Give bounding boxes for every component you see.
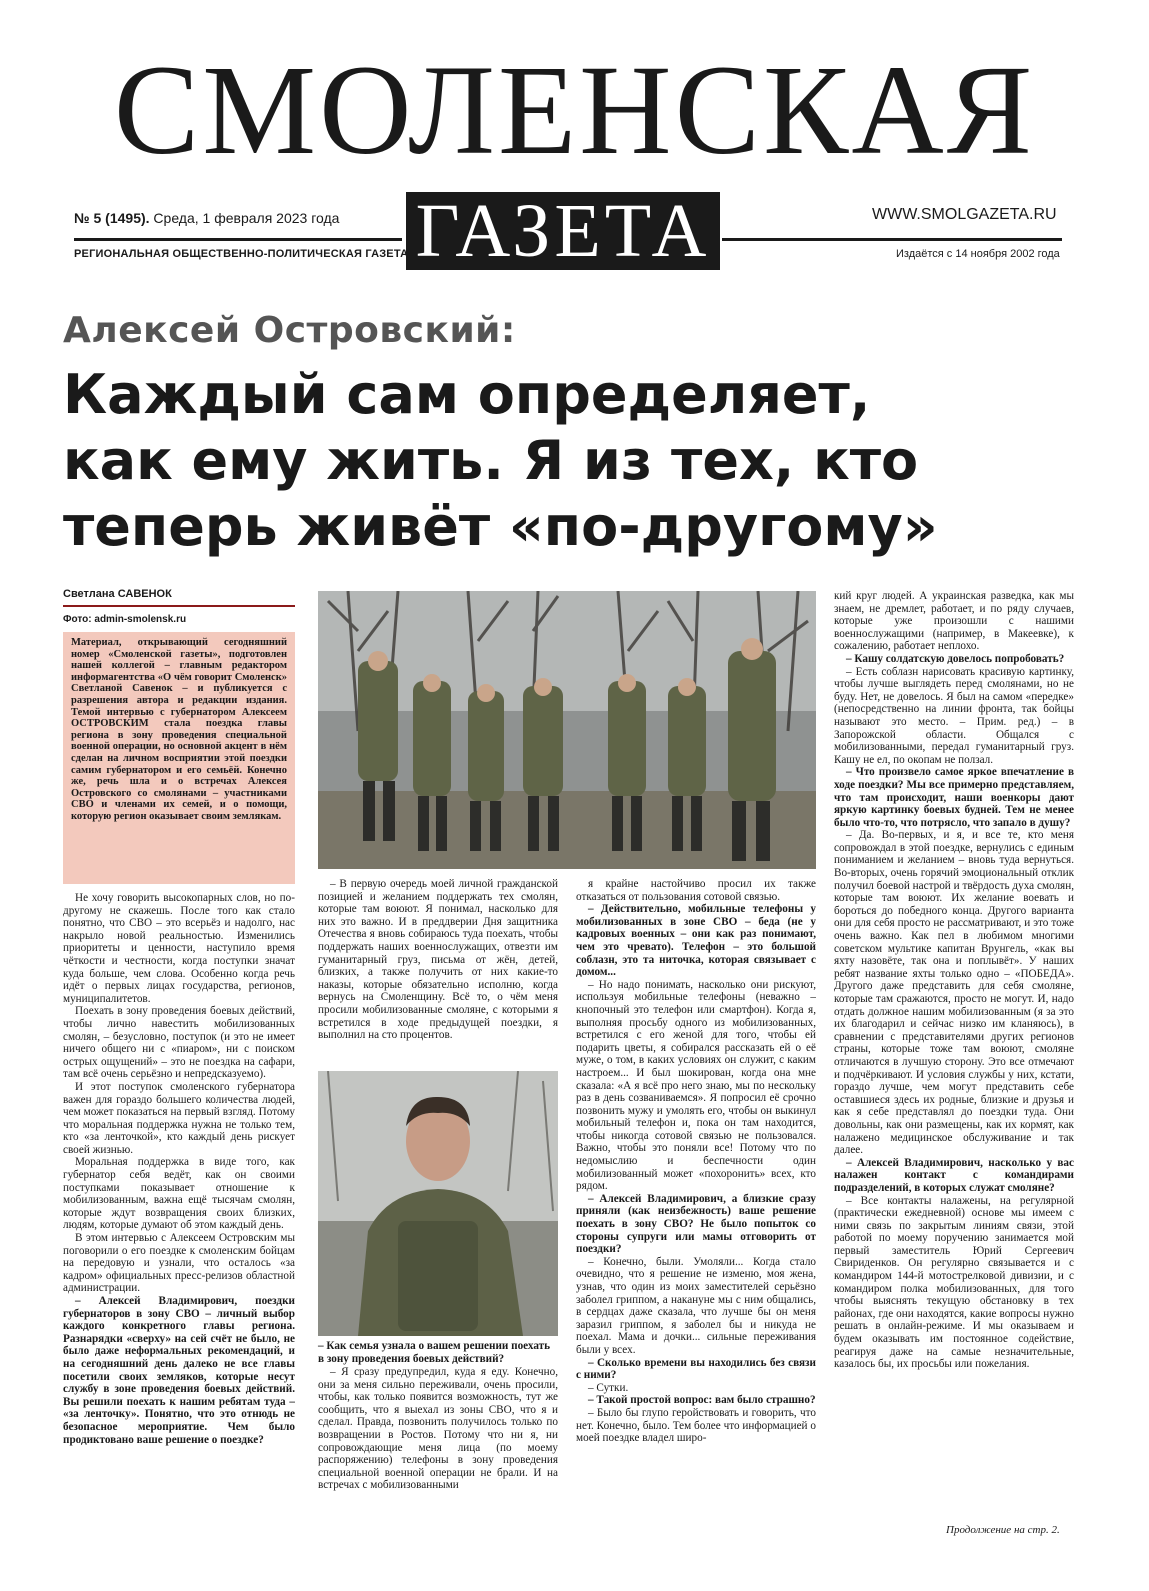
issue-number: № 5 (1495). [74,210,150,226]
masthead-rule-right [722,238,1062,241]
article-paragraph: – Конечно, были. Умоляли... Когда стало очевидно, что я решение не изменю, моя жена, узнав, что один из моих заместителей серьёзно заболел гриппом, а накануне мы с ним общались, в сердцах даже сказала, что лучше бы он меня заразил гриппом, я заболел бы и никуда не поехал. Мама и дочки... сильные переживания были у всех. [576,1255,816,1356]
article-paragraph: – Я сразу предупредил, куда я еду. Конечно, они за меня сильно переживали, очень просили, чтобы, как только появится возможность, тут же сообщить, что я выехал из зоны СВО, что я и сделал. Правда, позвонить получилось только по возвращении в Ростов. Потому что ни я, ни сопровождающие меня лица (по моему распоряжению) телефоны в зону проведения специальной военной операции не брали. И на встречах с мобилизованными [318,1366,558,1492]
article-column-1 [63,892,295,1512]
article-column-2 [318,878,558,1068]
masthead-title: СМОЛЕНСКАЯ [113,39,1036,181]
article-paragraph: – В первую очередь моей личной гражданской позицией и желанием поддержать тех смолян, которые там воюют. Я понимал, насколько для них это важно. И в преддверии Дня защитника Отечества я вновь собираюсь туда поехать, чтобы поддержать наших военнослужащих, отвезти им гуманитарный груз, письма от жён, детей, близких, а также получить от них какие-то наказы, которые обязательно исполню, когда вернусь на Смоленщину. Всё то, о чём меня просили мобилизованные смоляне, с которыми я встретился в ходе предыдущей поездки, я выполнил на сто процентов. [318,878,558,1042]
article-paragraph: – Было бы глупо геройствовать и говорить, что нет. Конечно, было. Тем более что информацией о моей поездке владел широ- [576,1406,816,1445]
website-link[interactable]: WWW.SMOLGAZETA.RU [872,206,1057,223]
article-paragraph: – Есть соблазн нарисовать красивую картинку, чтобы лучше выглядеть перед смолянами, но не буду. Нет, не довелось. Я был на самом «передке» (непосредственно на линии фронта, так бойцы называют это место. – Прим. ред.) – в Запорожской области. Общался с мобилизованными, передал гуманитарный груз. Кашу не ел, по окопам не ползал. [834,665,1074,766]
interview-question: – Алексей Владимирович, поездки губернаторов в зону СВО – личный выбор каждого конкретного главы региона. Разнарядки «сверху» на сей счёт не было, не было даже неформальных рекомендаций, и на сегодняшний день далеко не все главы посетили своих земляков, которые несут службу в зоне проведения боевых действий. Вы решили поехать к нашим ребятам туда – «за ленточку». Понятно, что это отнюдь не безопасное мероприятие. Чем было продиктовано ваше решение о поездке? [63,1295,295,1446]
photo-governor-portrait [318,1071,558,1336]
article-headline [63,362,1123,560]
article-paragraph: – Да. Во-первых, и я, и все те, кто меня сопровождал в этой поездке, вернулись с единым пониманием и желанием – вновь туда вернуться. Во-вторых, очень горячий эмоциональный отклик получил боевой настрой и твёрдость духа смолян, которые там воюют. Их желание воевать и бороться до победного конца. Другого варианта они для себя просто не рассматривают, и это тоже очень важно. Как пел в любимом многими советском мультике капитан Врунгель, «как вы яхту назовёте, так она и поплывёт». У наших ребят название яхты только одно – «ПОБЕДА». Другого даже представить для себя смоляне, которые там сражаются, просто не могут. И, надо отдать должное нашим мобилизованным (я за это их благодарил и сейчас низко им кланяюсь), в сравнении с представителями других регионов страны, которые тоже там воюют, смоляне отличаются в лучшую сторону. Это все отмечают и подчёркивают. И условия службы у них, кстати, гораздо лучше, чем могут представить себе оставшиеся здесь их родные, близкие и друзья и как я себе представлял до поездки туда. Они довольны, как они размещены, как их кормят, как налажено медицинское обслуживание и так далее. [834,829,1074,1157]
article-paragraph: В этом интервью с Алексеем Островским мы поговорили о его поездке к смоленским бойцам на передовую и узнали, что осталось «за кадром» официальных пресс-релизов областной администрации. [63,1232,295,1295]
issue-date: Среда, 1 февраля 2023 года [153,210,340,226]
interview-question: – Что произвело самое яркое впечатление в ходе поездки? Мы все примерно представляем, что там происходит, наши военкоры дают яркую картинку боевых будней. Тем не менее было что-то, что потрясло, что запало в душу? [834,766,1074,829]
interview-question: – Сколько времени вы находились без связи с ними? [576,1356,816,1382]
photo-credit: Фото: admin-smolensk.ru [63,614,187,625]
article-column-3 [576,878,816,1518]
article-paragraph: – Все контакты налажены, на регулярной (практически ежедневной) основе мы имеем с ними связь по закрытым линиям связи, этой работой по моему поручению занимается мой первый заместитель Юрий Сергеевич Свириденков. Он регулярно связывается и с командиром 144-й мотострелковой дивизии, и с командиром полка мобилизованных, для того чтобы выяснять текущую обстановку в тех районах, где они находятся, какие вопросы нужно решать в онлайн-режиме. И мы оказываем и будем оказывать им постоянное содействие, реагируя даже на самые незначительные, казалось бы, их просьбы или пожелания. [834,1194,1074,1371]
article-paragraph: – Сутки. [588,1381,629,1394]
byline-rule [63,605,295,607]
interview-question: – Такой простой вопрос: вам было страшно? [588,1394,816,1407]
interview-question: – Алексей Владимирович, насколько у вас налажен контакт с командирами подразделений, в которых служат смоляне? [834,1156,1074,1194]
issue-info [74,210,339,226]
masthead [0,0,1149,273]
article-paragraph: кий круг людей. А украинская разведка, как мы знаем, не дремлет, работает, и по ряду случаев, которые уже произошли с нашими военнослужащими (например, в Макеевке), к сожалению, работает неплохо. [834,590,1074,653]
headline-line: теперь живёт «по-другому» [63,495,938,558]
interview-question: – Кашу солдатскую довелось попробовать? [846,652,1065,665]
headline-line: Каждый сам определяет, [63,363,871,426]
photo-soldiers-group [318,591,816,869]
published-since: Издаётся с 14 ноября 2002 года [896,248,1060,260]
lead-box: Материал, открывающий сегодняшний номер «Смоленской газеты», подготовлен нашей коллегой – главным редактором информагентства «О чём говорит Смоленск» Светланой Савенок – и публикуется с разрешения автора и редакции издания. Темой интервью с губернатором Алексеем ОСТРОВСКИМ стала поездка главы региона в зону проведения специальной военной операции, но основной акцент в нём сделан на личном восприятии этой поездки самим губернатором и его семьёй. Конечно же, речь шла и о встречах Алексея Островского со смолянами – участниками СВО и членами их семей, и о помощи, которую регион оказывает своим землякам. [63,632,295,884]
article-kicker: Алексей Островский: [63,310,516,351]
article-column-4 [834,590,1074,1502]
article-paragraph: Моральная поддержка в виде того, как губернатор себя ведёт, как он своими поступками показывает отношение к мобилизованным, важна ещё тысячам смолян, которые ждут возвращения своих близких, людям, которые думают об этом каждый день. [63,1156,295,1232]
tagline: РЕГИОНАЛЬНАЯ ОБЩЕСТВЕННО-ПОЛИТИЧЕСКАЯ ГАЗЕТА [74,248,409,260]
article-paragraph: И этот поступок смоленского губернатора важен для гораздо большего количества людей, чем может показаться на первый взгляд. Потому что моральная поддержка нужна не только тем, кто «за ленточкой», кто каждый день рискует своей жизнью. [63,1080,295,1156]
article-paragraph: – Но надо понимать, насколько они рискуют, используя мобильные телефоны (неважно – кнопочный это телефон или смартфон). Когда я, выполняя просьбу одного из мобилизованных, встретился с его женой для того, чтобы ей подарить цветы, я собирался рассказать ей о её муже, о том, в каких условиях он служит, с каким настроем... И был шокирован, когда она мне сказала: «А я всё про него знаю, мы по нескольку раз в день созваниваемся». Я попросил её срочно позвонить мужу и умолять его, чтобы он выкинул мобильный телефон и, пока он там находится, чтобы никогда сотовой связью не пользовался. Важно, чтобы это поняли все! Потому что по недомыслию и беспечности один мобилизованный может «похоронить» всех, кто рядом. [576,978,816,1193]
photo-caption-question: – Как семья узнала о вашем решении поехать в зону проведения боевых действий? [318,1340,551,1365]
article-paragraph: Поехать в зону проведения боевых действий, чтобы лично навестить мобилизованных смолян, – безусловно, поступок (и это не имеет ничего общего ни с «пиаром», ни с поиском острых ощущений» – это не поездка на сафари, там всё очень серьёзно и непредсказуемо). [63,1005,295,1081]
headline-line: как ему жить. Я из тех, кто [63,429,919,492]
interview-question: – Алексей Владимирович, а близкие сразу приняли (как неизбежность) ваше решение поехать в зону СВО? Не было попыток со стороны супруги или мамы отговорить от поездки? [576,1192,816,1256]
author-byline: Светлана САВЕНОК [63,588,172,600]
article-paragraph: Не хочу говорить высокопарных слов, но по-другому не скажешь. После того как стало понятно, что СВО – это всерьёз и надолго, нас накрыло новой реальностью. Изменились приоритеты и ценности, наступило время чёткости и честности, когда поступки значат куда больше, чем слова. Особенно когда речь идёт о первых лицах государства, регионов, муниципалитетов. [63,892,295,1005]
interview-question: – Действительно, мобильные телефоны у мобилизованных в зоне СВО – беда (не у кадровых военных – они как раз понимают, чем это чревато). Телефон – это большой соблазн, это та ниточка, которая связывает с домом... [576,903,816,979]
article-paragraph: я крайне настойчиво просил их также отказаться от пользования сотовой связью. [576,878,816,903]
article-column-2-bottom [318,1366,558,1546]
masthead-subtitle: ГАЗЕТА [406,192,720,270]
masthead-rule-left [74,238,402,241]
continued-note: Продолжение на стр. 2. [946,1524,1060,1536]
